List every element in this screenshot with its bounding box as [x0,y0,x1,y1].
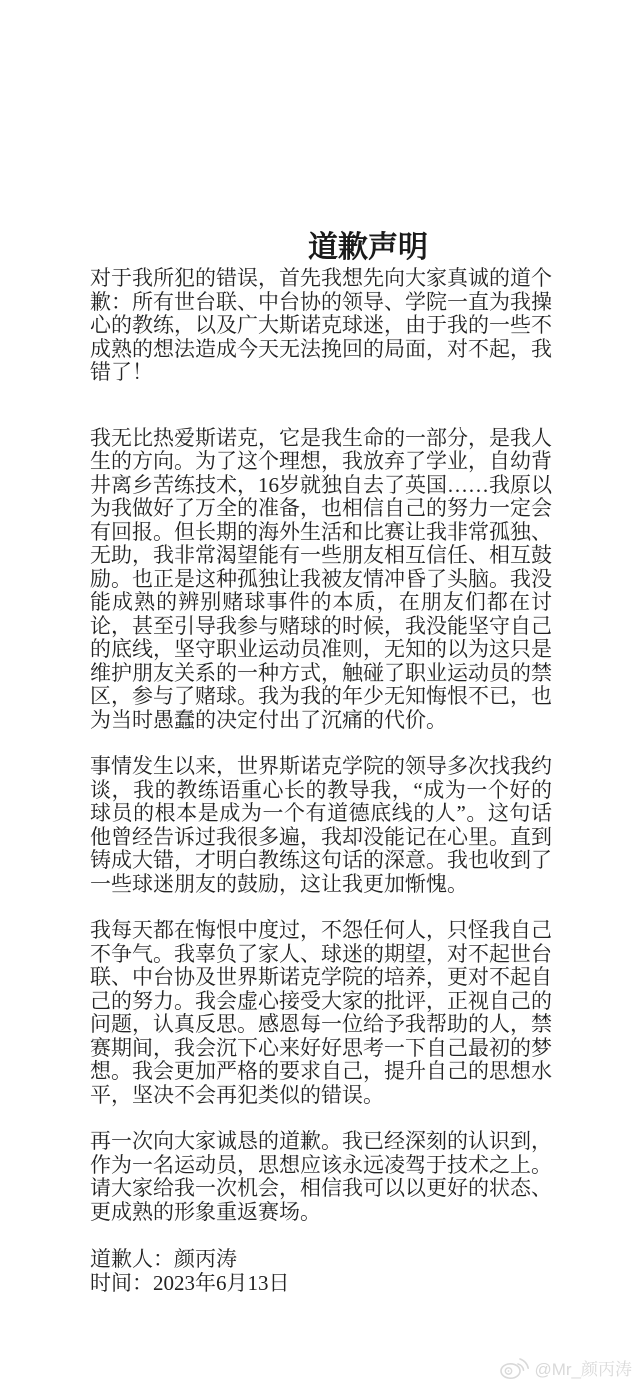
paragraph-remorse-and-reflection: 我每天都在悔恨中度过，不怨任何人，只怪我自己不争气。我辜负了家人、球迷的期望，对不起世台联、中台协及世界斯诺克学院的培养，更对不起自己的努力。我会虚心接受大家的批评，正视自己的问题，认真反思。感恩每一位给予我帮助的人，禁赛期间，我会沉下心来好好思考一下自己最初的梦想。我会更加严格的要求自己，提升自己的思想水平，坚决不会再犯类似的错误。 [90,918,552,1107]
signature-name: 道歉人：颜丙涛 [90,1247,237,1271]
paragraph-opening-apology: 对于我所犯的错误，首先我想先向大家真诚的道个歉：所有世台联、中台协的领导、学院一直为我操心的教练，以及广大斯诺克球迷，由于我的一些不成熟的想法造成今天无法挽回的局面，对不起，我错了！ [90,266,552,384]
weibo-watermark [499,1355,632,1380]
document-title: 道歉声明 [308,231,428,264]
paragraph-final-apology: 再一次向大家诚恳的道歉。我已经深刻的认识到，作为一名运动员，思想应该永远凌驾于技术之上。请大家给我一次机会，相信我可以以更好的状态、更成熟的形象重返赛场。 [90,1129,552,1224]
signature-block [90,1247,552,1295]
watermark-text: @Mr_颜丙涛 [534,1360,632,1379]
signature-date: 时间：2023年6月13日 [90,1271,290,1295]
paragraph-background-and-mistake: 我无比热爱斯诺克，它是我生命的一部分，是我人生的方向。为了这个理想，我放弃了学业，自幼背井离乡苦练技术，16岁就独自去了英国……我原以为我做好了万全的准备，也相信自己的努力一定会有回报。但长期的海外生活和比赛让我非常孤独、无助，我非常渴望能有一些朋友相互信任、相互鼓励。也正是这种孤独让我被友情冲昏了头脑。我没能成熟的辨别赌球事件的本质，在朋友们都在讨论，甚至引导我参与赌球的时候，我没能坚守自己的底线，坚守职业运动员准则，无知的以为这只是维护朋友关系的一种方式，触碰了职业运动员的禁区，参与了赌球。我为我的年少无知悔恨不已，也为当时愚蠢的决定付出了沉痛的代价。 [90,425,552,732]
apology-document [90,232,552,1295]
weibo-logo-icon [499,1356,529,1380]
paragraph-academy-guidance: 事情发生以来，世界斯诺克学院的领导多次找我约谈，我的教练语重心长的教导我，“成为一个好的球员的根本是成为一个有道德底线的人”。这句话他曾经告诉过我很多遍，我却没能记在心里。直到铸成大错，才明白教练这句话的深意。我也收到了一些球迷朋友的鼓励，这让我更加惭愧。 [90,754,552,896]
